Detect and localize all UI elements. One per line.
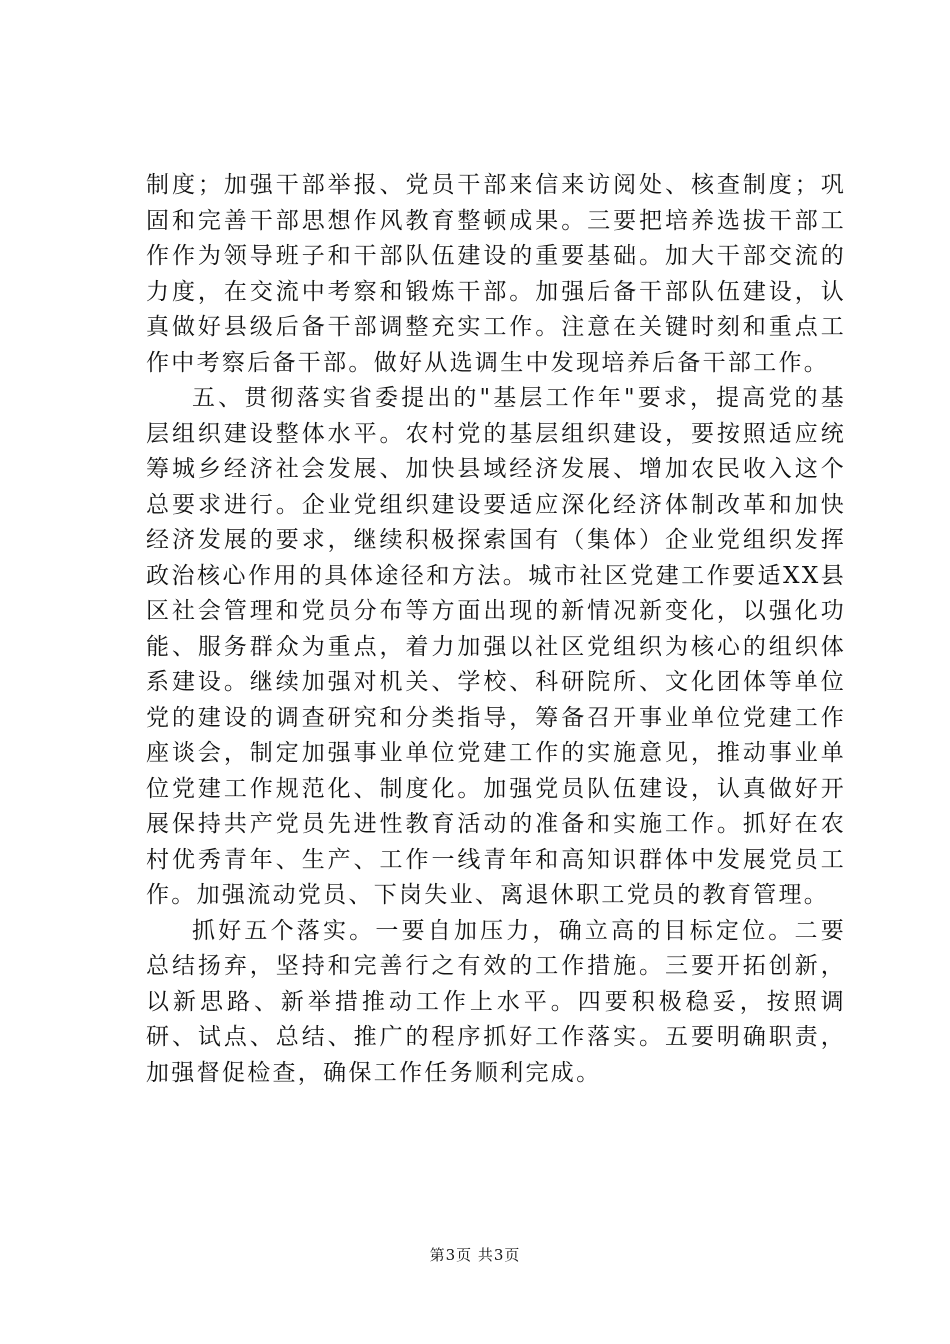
paragraph-section-five: 五、贯彻落实省委提出的"基层工作年"要求，提高党的基层组织建设整体水平。农村党的基层组织建设，要按照适应统筹城乡经济社会发展、加快县域经济发展、增加农民收入这个总要求进行。企业党组织建设要适应深化经济体制改革和加快经济发展的要求，继续积极探索国有（集体）企业党组织发挥政治核心作用的具体途径和方法。城市社区党建工作要适XX县区社会管理和党员分布等方面出现的新情况新变化，以强化功能、服务群众为重点，着力加强以社区党组织为核心的组织体系建设。继续加强对机关、学校、科研院所、文化团体等单位党的建设的调查研究和分类指导，筹备召开事业单位党建工作座谈会，制定加强事业单位党建工作的实施意见，推动事业单位党建工作规范化、制度化。加强党员队伍建设，认真做好开展保持共产党员先进性教育活动的准备和实施工作。抓好在农村优秀青年、生产、工作一线青年和高知识群体中发展党员工作。加强流动党员、下岗失业、离退休职工党员的教育管理。	[146, 385, 846, 908]
document-body	[146, 168, 846, 1091]
page-footer: 第3页 共3页	[429, 1246, 521, 1264]
paragraph-continuation: 制度；加强干部举报、党员干部来信来访阅处、核查制度；巩固和完善干部思想作风教育整顿成果。三要把培养选拔干部工作作为领导班子和干部队伍建设的重要基础。加大干部交流的力度，在交流中考察和锻炼干部。加强后备干部队伍建设，认真做好县级后备干部调整充实工作。注意在关键时刻和重点工作中考察后备干部。做好从选调生中发现培养后备干部工作。	[146, 172, 846, 376]
paragraph-five-implementations: 抓好五个落实。一要自加压力，确立高的目标定位。二要总结扬弃，坚持和完善行之有效的工作措施。三要开拓创新，以新思路、新举措推动工作上水平。四要积极稳妥，按照调研、试点、总结、推广的程序抓好工作落实。五要明确职责，加强督促检查，确保工作任务顺利完成。	[146, 917, 846, 1086]
